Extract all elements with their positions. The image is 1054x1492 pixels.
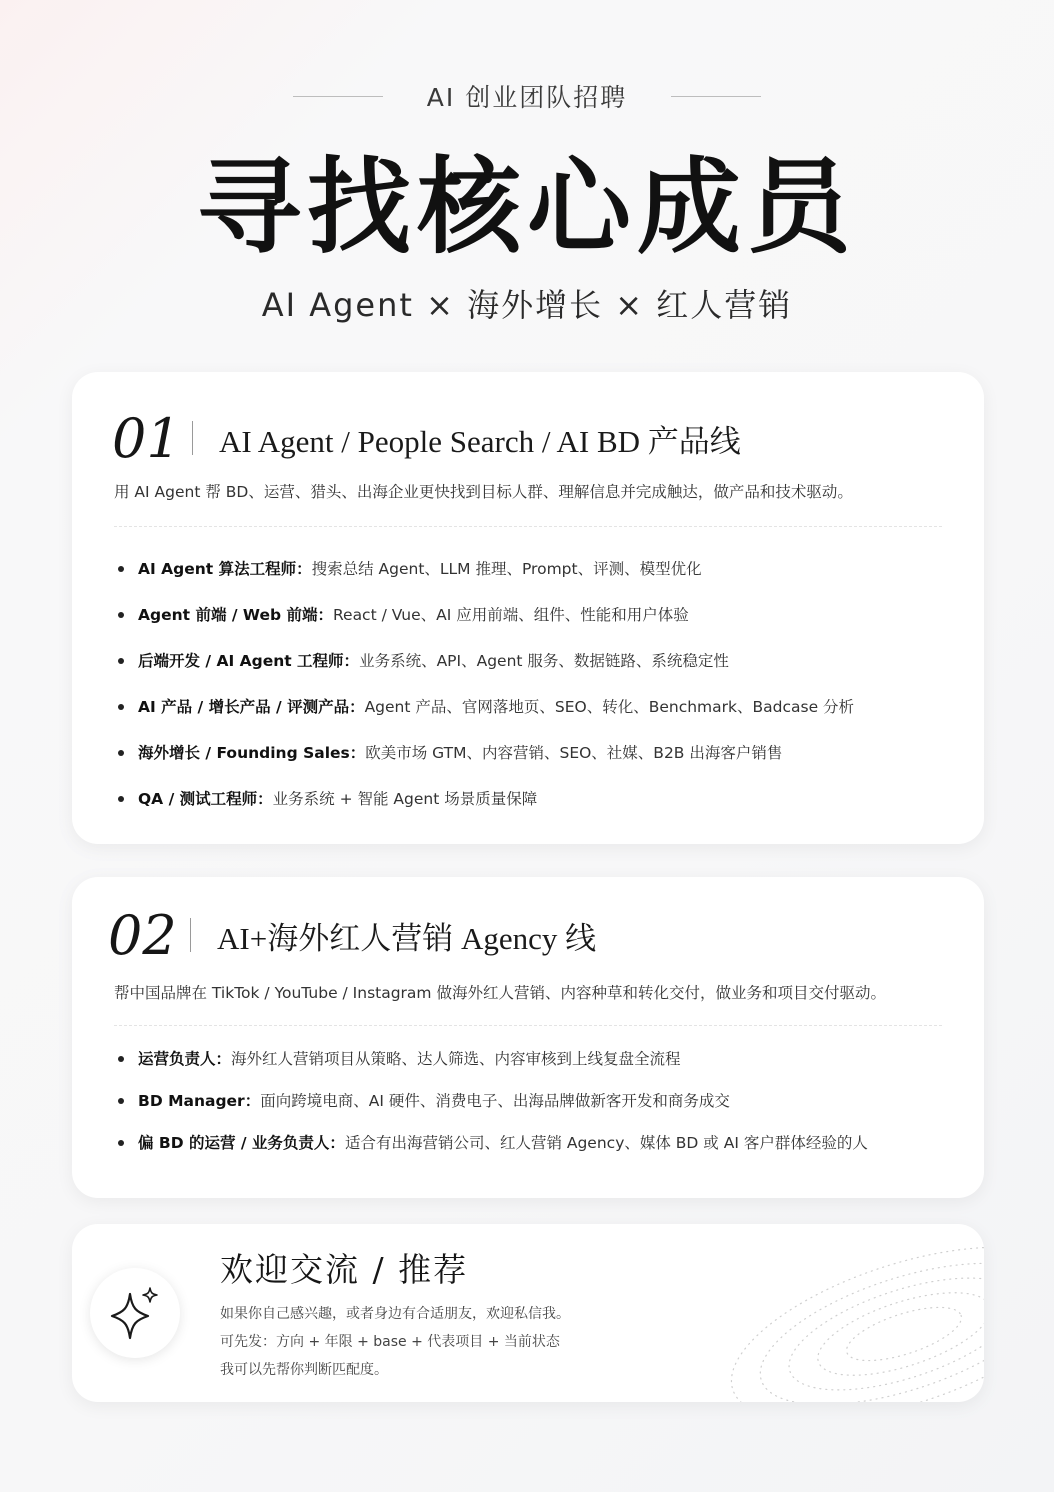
list-item (114, 1038, 868, 1080)
orbit-decoration (674, 1234, 984, 1402)
role-detail: 面向跨境电商、AI 硬件、消费电子、出海品牌做新客开发和商务成交 (260, 1092, 730, 1110)
role-name: QA / 测试工程师： (138, 790, 273, 808)
section-separator (114, 526, 942, 527)
role-name: 海外增长 / Founding Sales： (138, 744, 366, 762)
section-header (112, 408, 741, 468)
cta-line: 如果你自己感兴趣，或者身边有合适朋友，欢迎私信我。 (220, 1306, 570, 1322)
list-item (114, 638, 854, 684)
role-list (114, 546, 854, 822)
page-subtitle: AI Agent × 海外增长 × 红人营销 (261, 286, 793, 324)
role-name: 后端开发 / AI Agent 工程师： (138, 652, 360, 670)
eyebrow-row (0, 76, 1054, 116)
role-name: 偏 BD 的运营 / 业务负责人： (138, 1134, 345, 1152)
eyebrow-text: AI 创业团队招聘 (426, 83, 628, 112)
section-divider (190, 918, 191, 952)
section-card-2 (72, 877, 984, 1198)
role-detail: 欧美市场 GTM、内容营销、SEO、社媒、B2B 出海客户销售 (365, 744, 783, 762)
list-item (114, 684, 854, 730)
role-detail: Agent 产品、官网落地页、SEO、转化、Benchmark、Badcase 分析 (364, 698, 855, 716)
role-list (114, 1038, 868, 1164)
section-title: AI+海外红人营销 Agency 线 (217, 920, 597, 956)
section-description: 帮中国品牌在 TikTok / YouTube / Instagram 做海外红人营销、内容种草和转化交付，做业务和项目交付驱动。 (114, 984, 886, 1002)
role-name: BD Manager： (138, 1092, 261, 1110)
section-separator (114, 1025, 942, 1026)
list-item (114, 1080, 868, 1122)
role-detail: 搜索总结 Agent、LLM 推理、Prompt、评测、模型优化 (311, 560, 702, 578)
list-item (114, 730, 854, 776)
list-item (114, 546, 854, 592)
cta-line: 我可以先帮你判断匹配度。 (220, 1362, 388, 1378)
section-description: 用 AI Agent 帮 BD、运营、猎头、出海企业更快找到目标人群、理解信息并完成触达，做产品和技术驱动。 (114, 483, 853, 501)
contact-card (72, 1224, 984, 1402)
section-number: 01 (112, 406, 181, 470)
cta-line: 可先发：方向 + 年限 + base + 代表项目 + 当前状态 (220, 1334, 560, 1350)
role-detail: React / Vue、AI 应用前端、组件、性能和用户体验 (332, 606, 689, 624)
list-item (114, 776, 854, 822)
section-title: AI Agent / People Search / AI BD 产品线 (219, 423, 741, 459)
role-detail: 业务系统、API、Agent 服务、数据链路、系统稳定性 (359, 652, 729, 670)
divider-left (293, 96, 383, 97)
role-name: AI 产品 / 增长产品 / 评测产品： (138, 698, 365, 716)
cta-title: 欢迎交流 / 推荐 (220, 1250, 469, 1289)
role-name: 运营负责人： (138, 1050, 232, 1068)
role-detail: 海外红人营销项目从策略、达人筛选、内容审核到上线复盘全流程 (231, 1050, 681, 1068)
section-header (108, 903, 597, 967)
list-item (114, 592, 854, 638)
role-detail: 业务系统 + 智能 Agent 场景质量保障 (272, 790, 538, 808)
role-name: Agent 前端 / Web 前端： (138, 606, 333, 624)
section-divider (192, 421, 193, 455)
section-card-1 (72, 372, 984, 844)
role-name: AI Agent 算法工程师： (138, 560, 312, 578)
section-number: 02 (108, 903, 177, 967)
list-item (114, 1122, 868, 1164)
cta-text (220, 1300, 570, 1384)
role-detail: 适合有出海营销公司、红人营销 Agency、媒体 BD 或 AI 客户群体经验的人 (344, 1134, 868, 1152)
sparkle-badge (90, 1268, 180, 1358)
sparkle-icon (108, 1286, 162, 1340)
page-title: 寻找核心成员 (196, 145, 857, 268)
divider-right (671, 96, 761, 97)
